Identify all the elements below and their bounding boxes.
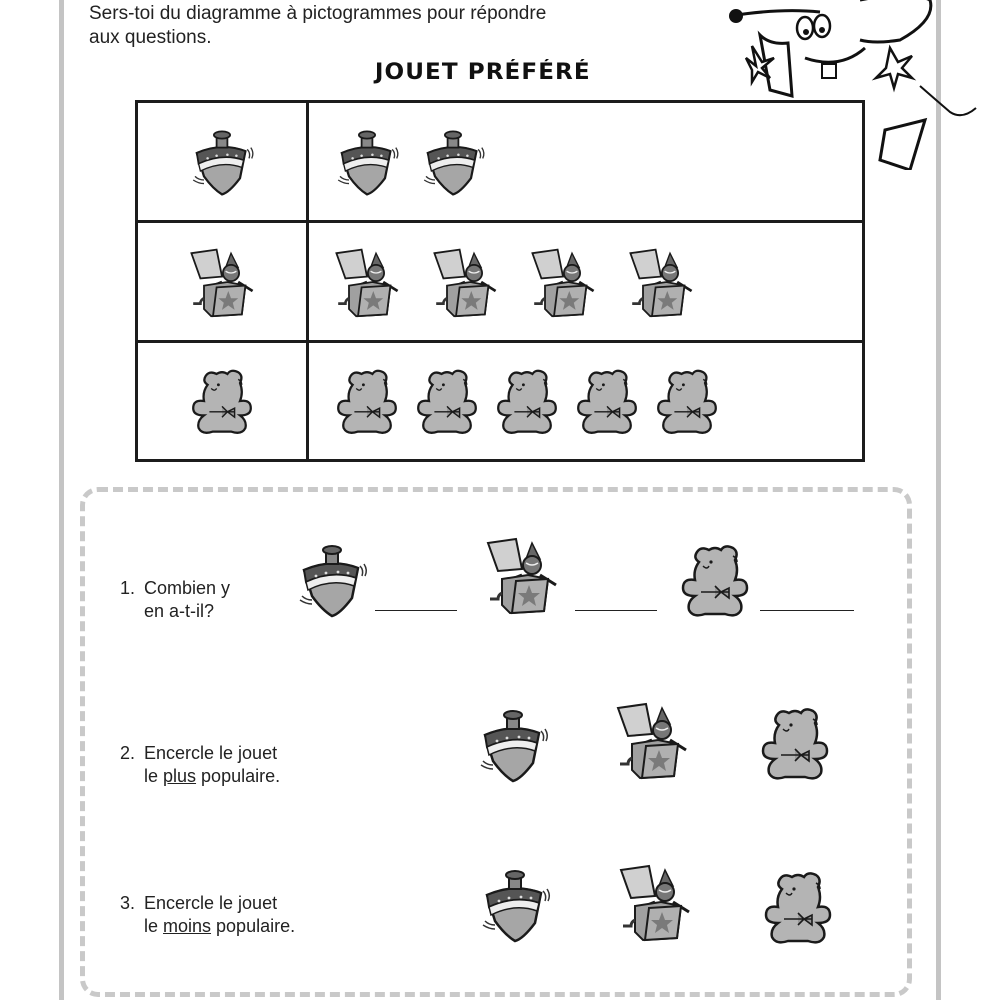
instructions <box>89 2 649 50</box>
question-text-line-2: en a-t-il? <box>144 601 215 621</box>
answer-line-teddy-bear[interactable] <box>760 610 854 611</box>
row-pictograms <box>309 343 862 459</box>
question-text: le <box>144 766 164 786</box>
pictograph-table <box>135 100 865 462</box>
chart-title: JOUET PRÉFÉRÉ <box>374 60 591 85</box>
spinning-top-icon <box>186 126 258 198</box>
jack-in-the-box-option[interactable] <box>615 862 695 942</box>
teddy-bear-option[interactable] <box>755 703 835 783</box>
question-text-line-1: Encercle le jouet <box>144 893 278 913</box>
pictograph-row-teddy-bear <box>138 343 862 459</box>
question-number: 1. <box>120 578 136 598</box>
question-3 <box>120 892 295 938</box>
page-border-left <box>59 0 64 1000</box>
jack-in-the-box-icon <box>625 246 697 318</box>
teddy-bear-icon <box>675 540 755 620</box>
answer-line-spinning-top[interactable] <box>375 610 457 611</box>
jack-in-the-box-icon <box>527 246 599 318</box>
instructions-line-2: aux questions. <box>89 27 212 48</box>
jack-in-the-box-icon <box>429 246 501 318</box>
emphasis-word: moins <box>163 916 212 936</box>
row-label-cell <box>138 103 309 220</box>
spinning-top-option[interactable] <box>473 705 553 785</box>
jack-in-the-box-icon <box>482 535 562 615</box>
teddy-bear-icon <box>331 365 403 437</box>
question-text: le <box>144 916 164 936</box>
question-2 <box>120 742 280 788</box>
question-text: populaire. <box>196 766 281 786</box>
spinning-top-icon <box>417 126 489 198</box>
teddy-bear-icon <box>571 365 643 437</box>
row-label-cell <box>138 343 309 459</box>
jack-in-the-box-option[interactable] <box>612 700 692 780</box>
question-text-line-1: Combien y <box>144 578 231 598</box>
instructions-line-1: Sers-toi du diagramme à pictogrammes pour répondre <box>89 3 547 24</box>
question-text: populaire. <box>211 916 296 936</box>
teddy-bear-icon <box>411 365 483 437</box>
pictograph-row-jack-in-the-box <box>138 223 862 343</box>
answer-line-jack-in-the-box[interactable] <box>575 610 657 611</box>
jack-in-the-box-icon <box>186 246 258 318</box>
question-number: 2. <box>120 743 136 763</box>
spinning-top-icon <box>331 126 403 198</box>
teddy-bear-option[interactable] <box>758 867 838 947</box>
question-text-line-1: Encercle le jouet <box>144 743 278 763</box>
row-label-cell <box>138 223 309 340</box>
pictograph-row-spinning-top <box>138 103 862 223</box>
question-1 <box>120 577 230 623</box>
row-pictograms <box>309 223 862 340</box>
spinning-top-icon <box>292 540 372 620</box>
teddy-bear-icon <box>651 365 723 437</box>
teddy-bear-icon <box>491 365 563 437</box>
spinning-top-option[interactable] <box>475 865 555 945</box>
row-pictograms <box>309 103 862 220</box>
jack-in-the-box-icon <box>331 246 403 318</box>
teddy-bear-icon <box>186 365 258 437</box>
emphasis-word: plus <box>163 766 197 786</box>
question-number: 3. <box>120 893 136 913</box>
